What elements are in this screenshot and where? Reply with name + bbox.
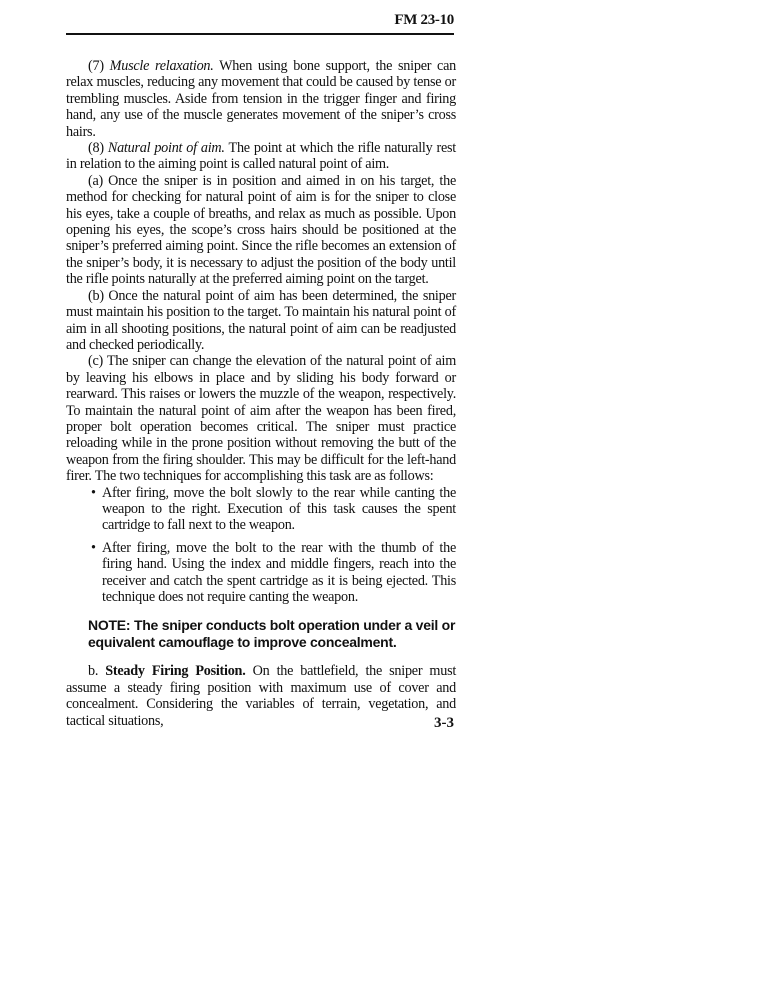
list-item: • After firing, move the bolt slowly to the rear while canting the weapon to the right. Execution of this task causes the spent cartridge to fall next to the weapon. (102, 485, 456, 534)
paragraph-steady-firing-position (66, 663, 456, 729)
page-number: 3-3 (434, 715, 454, 731)
running-head: FM 23-10 (394, 12, 454, 28)
paragraph-number: (8) (88, 140, 104, 157)
body-text (66, 58, 456, 729)
paragraph-number: (7) (88, 58, 104, 74)
section-letter: b. (88, 663, 99, 680)
paragraph-title: Muscle relaxation. (109, 58, 214, 74)
section-title: Steady Firing Position. (105, 663, 246, 680)
paragraph-title: Natural point of aim. (107, 140, 225, 157)
header-rule (66, 33, 454, 35)
subparagraph-b: (b) Once the natural point of aim has been determined, the sniper must maintain his position to the target. To maintain his natural point of aim in all shooting positions, the natural point of aim can be readjusted and checked periodically. (66, 287, 456, 353)
list-item: • After firing, move the bolt to the rear with the thumb of the firing hand. Using the index and middle fingers, reach into the receiver and catch the spent cartridge as it is being ejected. This technique does not require canting the weapon. (102, 540, 456, 606)
technique-list (66, 485, 456, 606)
paragraph-natural-point-of-aim (66, 140, 456, 173)
paragraph-text: On the battlefield, the sniper must assume a steady firing position with maximum use of cover and concealment. Considering the variables of terrain, vegetation, and tactical situations, (66, 663, 457, 729)
paragraph-text: The point at which the rifle naturally rest in relation to the aiming point is called natural point of aim. (66, 140, 456, 173)
note-block: NOTE: The sniper conducts bolt operation under a veil or equivalent camouflage to improve concealment. (88, 617, 456, 651)
subparagraph-c: (c) The sniper can change the elevation of the natural point of aim by leaving his elbows in place and by sliding his body forward or rearward. This raises or lowers the muzzle of the weapon, respectively. To maintain the natural point of aim after the weapon has been fired, proper bolt operation becomes critical. The sniper must practice reloading while in the prone position without removing the butt of the weapon from the firing shoulder. This may be difficult for the left-hand firer. The two techniques for accomplishing this task are as follows: (66, 353, 456, 485)
subparagraph-a: (a) Once the sniper is in position and aimed in on his target, the method for checking for natural point of aim is for the sniper to close his eyes, take a couple of breaths, and relax as much as possible. Upon opening his eyes, the scope’s cross hairs should be positioned at the sniper’s preferred aiming point. Since the rifle becomes an extension of the sniper’s body, it is necessary to adjust the position of the body until the rifle points naturally at the preferred aiming point on the target. (66, 172, 456, 288)
paragraph-muscle-relaxation (66, 58, 456, 140)
paragraph-text: When using bone support, the sniper can relax muscles, reducing any movement that could be caused by tense or trembling muscles. Aside from tension in the trigger finger and firing hand, any use of the muscle generates movement of the sniper’s cross hairs. (66, 58, 456, 140)
